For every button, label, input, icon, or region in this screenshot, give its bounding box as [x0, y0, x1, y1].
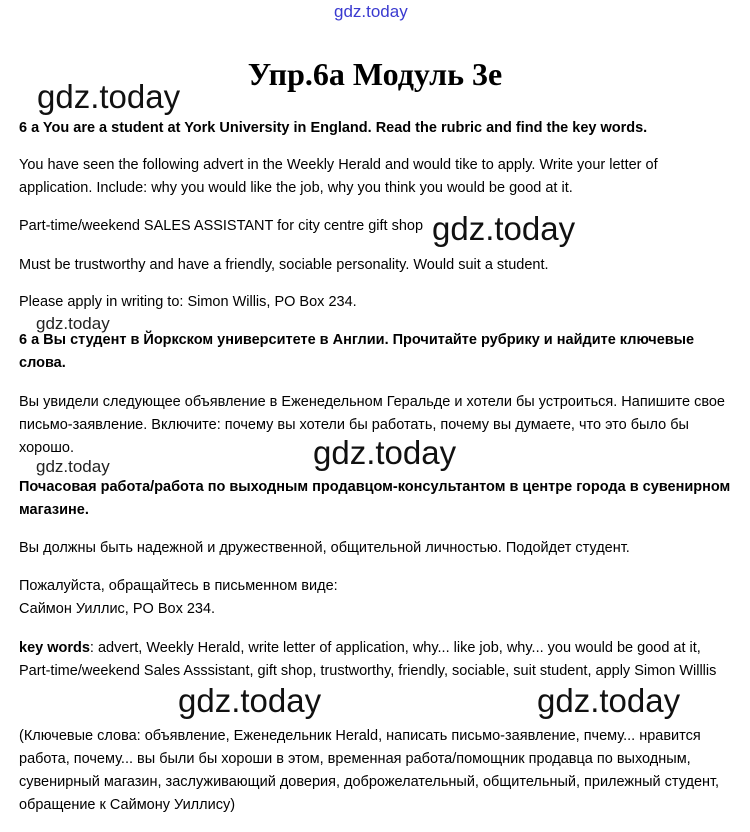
watermark-7: gdz.today: [537, 682, 681, 719]
watermark-1: gdz.today: [37, 78, 181, 115]
watermark-4: gdz.today: [36, 457, 110, 476]
intro-ru: Вы увидели следующее объявление в Еженедельном Геральде и хотели бы устроиться. Напишите свое письмо-заявление. Включите: почему вы хотели бы работать, почему вы думаете, что это было бы хорошо.: [19, 394, 725, 456]
task-en: 6 a You are a student at York University in England. Read the rubric and find the key words.: [19, 120, 648, 136]
watermark-top: gdz.today: [334, 2, 408, 21]
watermark-5: gdz.today: [313, 434, 457, 471]
apply-ru-2: Саймон Уиллис, PO Box 234.: [19, 601, 216, 617]
task-ru: 6 а Вы студент в Йоркском университете в Англии. Прочитайте рубрику и найдите ключевые слова.: [19, 332, 695, 371]
watermark-6: gdz.today: [178, 682, 322, 719]
key-words-text: : advert, Weekly Herald, write letter of application, why... like job, why... you would be good at it, Part-time/weekend Sales Asssistant, gift shop, trustworthy, friendly, sociable, suit student, apply Simon Willlis: [19, 640, 717, 679]
watermark-3: gdz.today: [36, 314, 110, 333]
apply-en: Please apply in writing to: Simon Willis, PO Box 234.: [19, 294, 357, 310]
key-words-ru: (Ключевые слова: объявление, Еженедельник Herald, написать письмо-заявление, пчему... нравится работа, почему... вы были бы хороши в этом, временная работа/помощник продавца по выходным, сувенирный магазин, заслуживающий доверия, доброжелательный, общительный, прилежный студент, обращение к Саймону Уиллису): [19, 728, 720, 813]
page-title: Упр.6а Модуль 3е: [247, 56, 503, 92]
requirements-ru: Вы должны быть надежной и дружественной, общительной личностью. Подойдет студент.: [19, 540, 630, 556]
advert-en: Part-time/weekend SALES ASSISTANT for city centre gift shop: [19, 218, 424, 234]
apply-ru-1: Пожалуйста, обращайтесь в письменном виде:: [19, 578, 338, 594]
key-words: [19, 637, 731, 683]
advert-ru: Почасовая работа/работа по выходным продавцом-консультантом в центре города в сувенирном магазине.: [19, 479, 731, 518]
key-words-label: key words: [19, 640, 90, 656]
intro-en: You have seen the following advert in the Weekly Herald and would tike to apply. Write your letter of application. Include: why you would like the job, why you think you would be good at it.: [19, 157, 658, 196]
watermark-2: gdz.today: [432, 210, 576, 247]
requirements-en: Must be trustworthy and have a friendly, sociable personality. Would suit a student.: [19, 257, 549, 273]
